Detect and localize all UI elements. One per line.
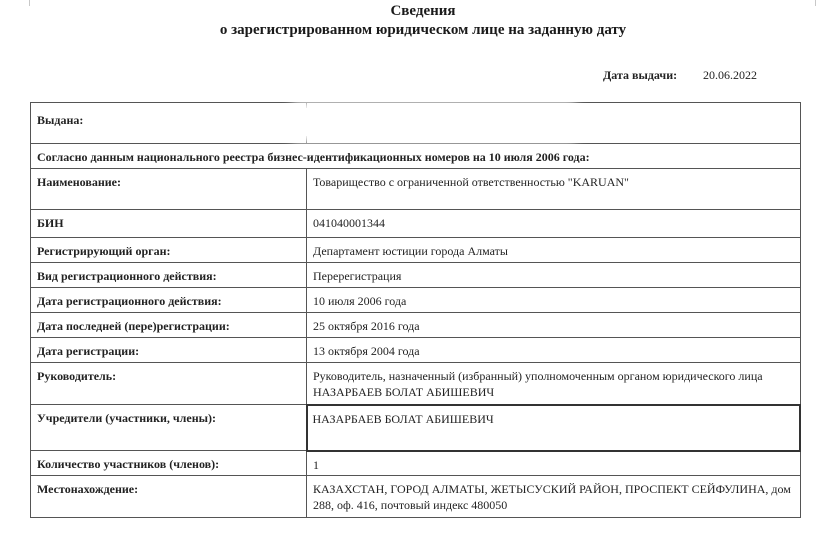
- document-subtitle: о зарегистрированном юридическом лице на заданную дату: [219, 22, 627, 38]
- table-row: [31, 451, 801, 476]
- field-label-name: Наименование:: [31, 169, 307, 210]
- registry-note: Согласно данным национального реестра бизнес-идентификационных номеров на 10 июля 2006 года:: [31, 144, 801, 169]
- table-row: [31, 313, 801, 338]
- field-label-participant-count: Количество участников (членов):: [31, 451, 307, 476]
- registry-note-row: [31, 144, 801, 169]
- field-value-action-date: 10 июля 2006 года: [307, 288, 801, 313]
- field-value-registering-body: Департамент юстиции города Алматы: [307, 238, 801, 263]
- field-value-action-type: Перерегистрация: [307, 263, 801, 288]
- field-label-registration-date: Дата регистрации:: [31, 338, 307, 363]
- table-row: [31, 210, 801, 238]
- table-row: [31, 288, 801, 313]
- document-title: Сведения: [390, 3, 456, 19]
- field-value-registration-date: 13 октября 2004 года: [307, 338, 801, 363]
- field-label-founders: Учредители (участники, члены):: [31, 405, 307, 451]
- field-label-action-date: Дата регистрационного действия:: [31, 288, 307, 313]
- field-value-participant-count: 1: [307, 451, 801, 476]
- field-value-location: КАЗАХСТАН, ГОРОД АЛМАТЫ, ЖЕТЫСУСКИЙ РАЙОН, ПРОСПЕКТ СЕЙФУЛИНА, дом 288, оф. 416, почтовый индекс 480050: [307, 476, 801, 518]
- table-row: [31, 363, 801, 405]
- registration-details-table: [30, 102, 801, 518]
- table-row: [31, 169, 801, 210]
- issued-to-label: Выдана:: [31, 103, 307, 144]
- issue-date-label: Дата выдачи:: [603, 68, 678, 82]
- field-label-last-reregistration: Дата последней (пере)регистрации:: [31, 313, 307, 338]
- field-value-head: Руководитель, назначенный (избранный) уполномоченным органом юридического лица НАЗАРБАЕВ БОЛАТ АБИШЕВИЧ: [307, 363, 801, 405]
- field-label-action-type: Вид регистрационного действия:: [31, 263, 307, 288]
- table-row: [31, 405, 801, 451]
- field-value-name: Товарищество с ограниченной ответственностью "KARUAN": [307, 169, 801, 210]
- redaction-blur: [298, 108, 570, 136]
- table-row: [31, 476, 801, 518]
- field-value-last-reregistration: 25 октября 2016 года: [307, 313, 801, 338]
- table-row: [31, 338, 801, 363]
- field-value-founders: НАЗАРБАЕВ БОЛАТ АБИШЕВИЧ: [307, 405, 801, 451]
- field-label-head: Руководитель:: [31, 363, 307, 405]
- field-label-location: Местонахождение:: [31, 476, 307, 518]
- field-label-bin: БИН: [31, 210, 307, 238]
- field-value-bin: 041040001344: [307, 210, 801, 238]
- issue-date-value: 20.06.2022: [703, 68, 757, 82]
- table-row: [31, 238, 801, 263]
- table-row: [31, 263, 801, 288]
- field-label-registering-body: Регистрирующий орган:: [31, 238, 307, 263]
